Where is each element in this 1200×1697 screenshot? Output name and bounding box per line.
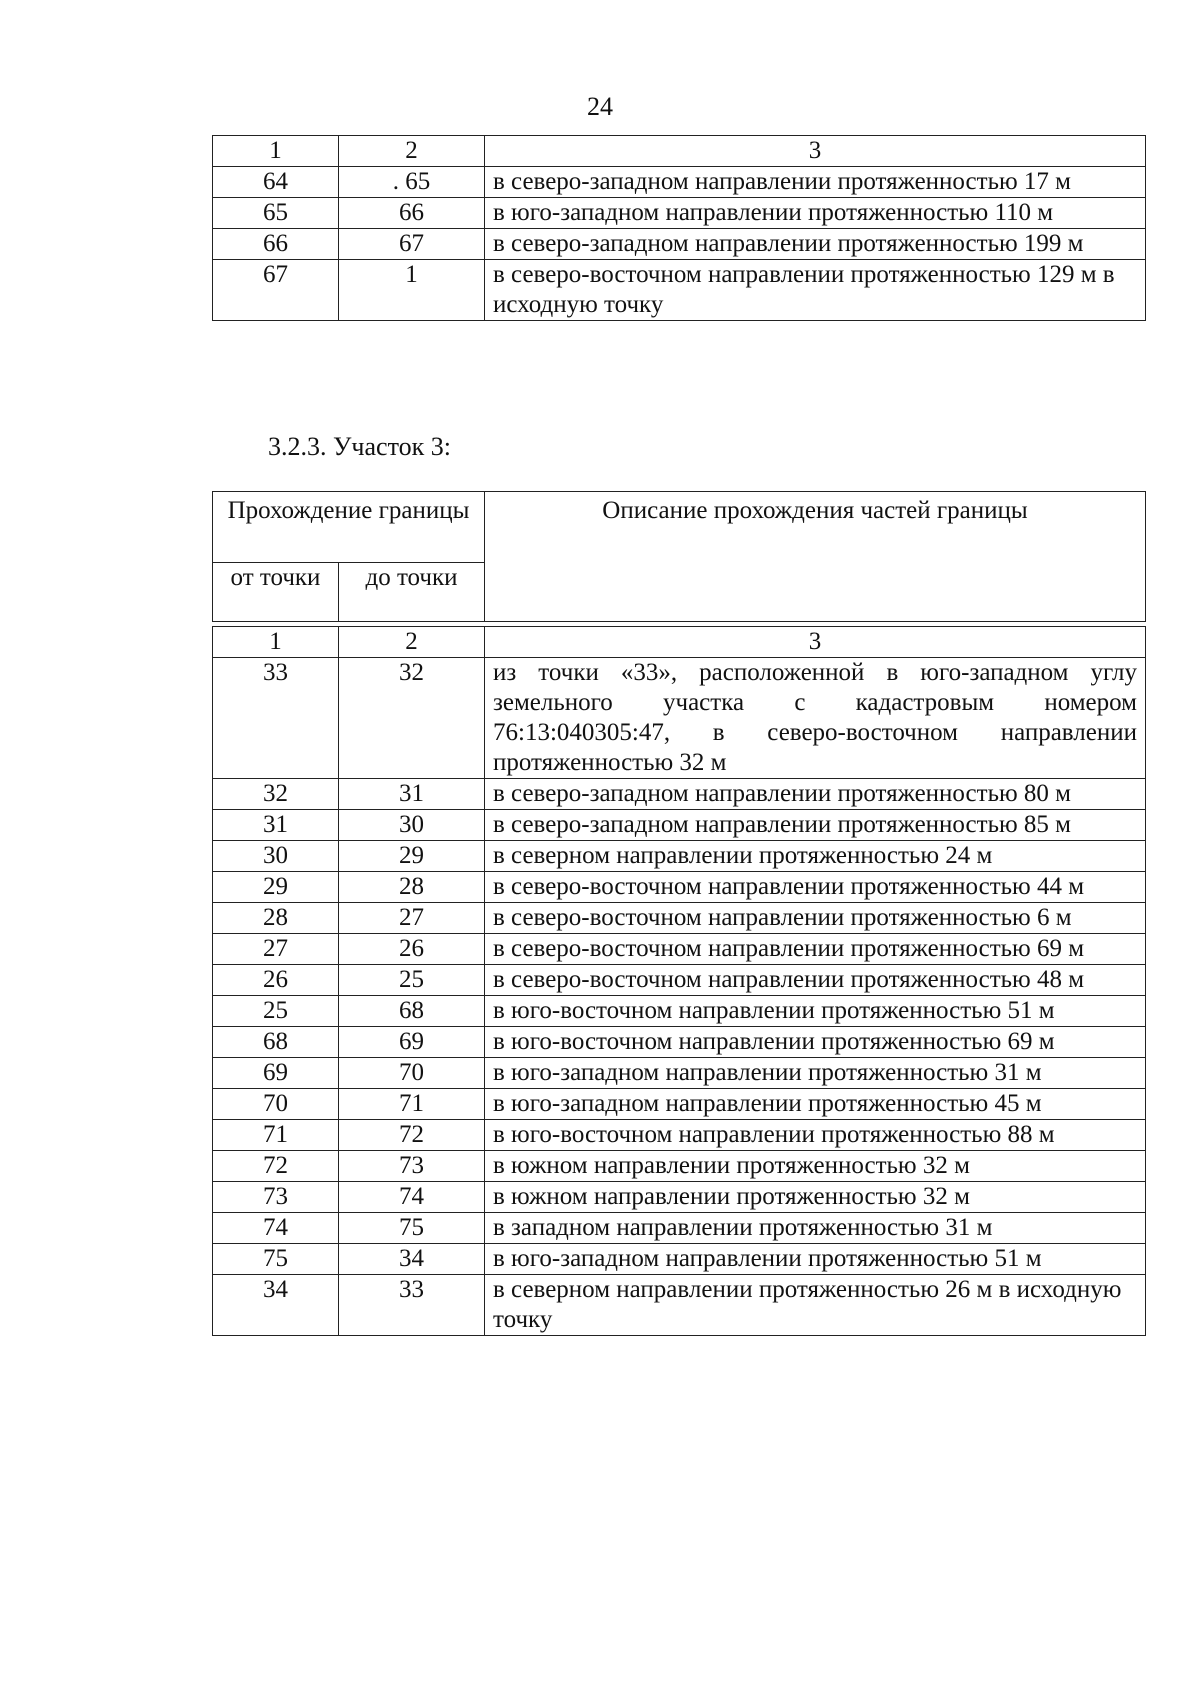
header-boundary-passage: Прохождение границы [213,492,485,563]
description-cell: в северо-восточном направлении протяженностью 129 м в исходную точку [485,260,1146,321]
to-point-cell: 69 [339,1027,485,1058]
to-point-cell: 26 [339,934,485,965]
from-point-cell: 34 [213,1275,339,1336]
table-row [213,1244,1146,1275]
to-point-cell: 33 [339,1275,485,1336]
description-cell: в северо-восточном направлении протяженностью 48 м [485,965,1146,996]
to-point-cell: 67 [339,229,485,260]
from-point-cell: 72 [213,1151,339,1182]
boundary-table-continued [212,135,1146,321]
description-cell: в юго-западном направлении протяженностью 110 м [485,198,1146,229]
column-number: 3 [485,136,1146,167]
column-number: 1 [213,627,339,658]
column-number: 1 [213,136,339,167]
table-row [213,198,1146,229]
table-row [213,1151,1146,1182]
to-point-cell: 70 [339,1058,485,1089]
from-point-cell: 30 [213,841,339,872]
from-point-cell: 64 [213,167,339,198]
table-row [213,810,1146,841]
header-to-point: до точки [339,563,485,622]
table-row [213,934,1146,965]
description-cell: в юго-западном направлении протяженностью 45 м [485,1089,1146,1120]
to-point-cell: 74 [339,1182,485,1213]
column-number-row [213,136,1146,167]
description-cell: в северо-восточном направлении протяженностью 69 м [485,934,1146,965]
to-point-cell: 68 [339,996,485,1027]
table-row [213,260,1146,321]
to-point-cell: 29 [339,841,485,872]
table-row [213,1058,1146,1089]
from-point-cell: 26 [213,965,339,996]
to-point-cell: 1 [339,260,485,321]
table-row [213,229,1146,260]
table-row [213,1213,1146,1244]
from-point-cell: 31 [213,810,339,841]
boundary-table-section-3 [212,626,1146,1336]
table-row [213,1182,1146,1213]
to-point-cell: 31 [339,779,485,810]
column-number-row [213,627,1146,658]
from-point-cell: 74 [213,1213,339,1244]
to-point-cell: 32 [339,658,485,779]
to-point-cell: 75 [339,1213,485,1244]
description-cell: в западном направлении протяженностью 31 м [485,1213,1146,1244]
from-point-cell: 69 [213,1058,339,1089]
description-cell: из точки «33», расположенной в юго-западном углу земельного участка с кадастровым номером 76:13:040305:47, в северо-восточном направлении протяженностью 32 м [485,658,1146,779]
description-cell: в южном направлении протяженностью 32 м [485,1151,1146,1182]
from-point-cell: 25 [213,996,339,1027]
table-row [213,1120,1146,1151]
from-point-cell: 65 [213,198,339,229]
description-cell: в юго-восточном направлении протяженностью 51 м [485,996,1146,1027]
table-row [213,996,1146,1027]
table-row [213,903,1146,934]
description-cell: в северо-западном направлении протяженностью 80 м [485,779,1146,810]
description-cell: в северо-западном направлении протяженностью 17 м [485,167,1146,198]
to-point-cell: 30 [339,810,485,841]
column-number: 2 [339,136,485,167]
table-row [213,167,1146,198]
description-cell: в северном направлении протяженностью 24 м [485,841,1146,872]
from-point-cell: 71 [213,1120,339,1151]
from-point-cell: 29 [213,872,339,903]
from-point-cell: 70 [213,1089,339,1120]
to-point-cell: 72 [339,1120,485,1151]
to-point-cell: 34 [339,1244,485,1275]
from-point-cell: 66 [213,229,339,260]
table-row [213,658,1146,779]
boundary-table-section-3-body [213,627,1146,1336]
description-cell: в северо-западном направлении протяженностью 85 м [485,810,1146,841]
column-number: 3 [485,627,1146,658]
header-from-point: от точки [213,563,339,622]
description-cell: в северном направлении протяженностью 26 м в исходную точку [485,1275,1146,1336]
to-point-cell: . 65 [339,167,485,198]
to-point-cell: 73 [339,1151,485,1182]
header-row-group [213,492,1146,563]
boundary-table-header [212,491,1146,622]
description-cell: в северо-западном направлении протяженностью 199 м [485,229,1146,260]
description-cell: в юго-восточном направлении протяженностью 88 м [485,1120,1146,1151]
description-cell: в северо-восточном направлении протяженностью 44 м [485,872,1146,903]
from-point-cell: 73 [213,1182,339,1213]
description-cell: в южном направлении протяженностью 32 м [485,1182,1146,1213]
to-point-cell: 71 [339,1089,485,1120]
table-row [213,1027,1146,1058]
description-cell: в северо-восточном направлении протяженностью 6 м [485,903,1146,934]
from-point-cell: 67 [213,260,339,321]
column-number: 2 [339,627,485,658]
to-point-cell: 25 [339,965,485,996]
table-row [213,1275,1146,1336]
from-point-cell: 68 [213,1027,339,1058]
table-row [213,965,1146,996]
from-point-cell: 28 [213,903,339,934]
description-cell: в юго-западном направлении протяженностью 51 м [485,1244,1146,1275]
table-row [213,841,1146,872]
header-description: Описание прохождения частей границы [485,492,1146,622]
from-point-cell: 75 [213,1244,339,1275]
table-row [213,1089,1146,1120]
from-point-cell: 33 [213,658,339,779]
description-cell: в юго-восточном направлении протяженностью 69 м [485,1027,1146,1058]
table-row [213,779,1146,810]
page-number: 24 [587,92,613,121]
from-point-cell: 27 [213,934,339,965]
table-row [213,872,1146,903]
section-heading: 3.2.3. Участок 3: [268,432,451,461]
description-cell: в юго-западном направлении протяженностью 31 м [485,1058,1146,1089]
to-point-cell: 27 [339,903,485,934]
to-point-cell: 28 [339,872,485,903]
to-point-cell: 66 [339,198,485,229]
boundary-table-continued-body [213,136,1146,321]
from-point-cell: 32 [213,779,339,810]
